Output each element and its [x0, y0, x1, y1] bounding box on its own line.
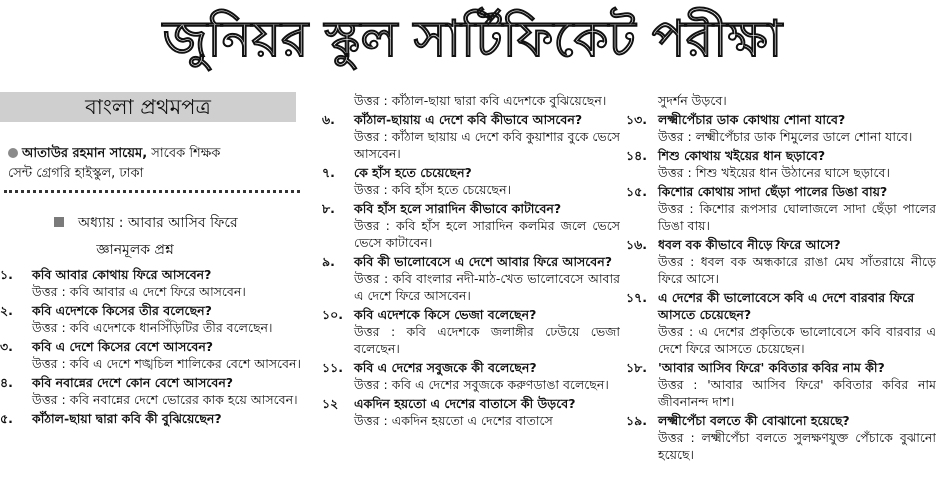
question-text: লক্ষ্মীপেঁচা বলতে কী বোঝানো হয়েছে? — [658, 413, 850, 428]
answer-text: উত্তর : কবি নবান্নের দেশে ভোরের কাক হয়ে আসবেন। — [32, 392, 298, 407]
question-number: ৪. — [0, 375, 13, 390]
question-text: এ দেশের কী ভালোবেসে কবি এ দেশে বারবার ফিরে আসতে চেয়েছেন? — [658, 290, 915, 322]
qa-item — [322, 253, 620, 304]
qa-item — [0, 410, 310, 427]
answer-text: উত্তর : কাঁঠাল-ছায়া দ্বারা কবি এদেশকে বুঝিয়েছেন। — [354, 93, 607, 108]
qa-item — [626, 289, 936, 357]
question-text: কাঁঠাল-ছায়া দ্বারা কবি কী বুঝিয়েছেন? — [32, 411, 222, 426]
question-text: কবি হাঁস হলে সারাদিন কীভাবে কাটাবেন? — [354, 201, 562, 216]
question-number: ১৪. — [626, 148, 647, 163]
question-number: ৮. — [322, 201, 335, 216]
question-text: শিশু কোথায় খইয়ের ধান ছড়াবে? — [658, 148, 826, 163]
question-text: 'আবার আসিব ফিরে' কবিতার কবির নাম কী? — [658, 360, 885, 375]
qa-item — [322, 111, 620, 162]
answer-text: উত্তর : একদিন হয়তো এ দেশের বাতাসে — [354, 413, 553, 428]
qa-item — [626, 236, 936, 287]
question-number: ৩. — [0, 339, 13, 354]
answer-text: উত্তর : লক্ষ্মীপেঁচা বলতে সুলক্ষণযুক্ত পেঁচাকে বুঝানো হয়েছে। — [658, 430, 936, 462]
question-text: কবি আবার কোথায় ফিরে আসবেন? — [32, 267, 212, 282]
chapter-heading — [0, 213, 310, 233]
square-bullet-icon — [54, 217, 64, 227]
qa-item — [0, 302, 310, 336]
chapter-title: অধ্যায় : আবার আসিব ফিরে — [78, 215, 238, 231]
qa-item — [322, 200, 620, 251]
question-number: ১৬. — [626, 237, 647, 252]
answer-text: উত্তর : লক্ষ্মীপেঁচার ডাক শিমুলের ডালে শোনা যাবে। — [658, 129, 913, 144]
question-text: ধবল বক কীভাবে নীড়ে ফিরে আসে? — [658, 237, 841, 252]
answer-text: উত্তর : শিশু খইয়ের ধান উঠানের ঘাসে ছড়াবে। — [658, 165, 890, 180]
column-3 — [626, 92, 936, 498]
question-number: ৯. — [322, 254, 335, 269]
qa-item — [626, 412, 936, 463]
qa-item — [0, 266, 310, 300]
question-text: কবি এ দেশে কিসের বেশে আসবেন? — [32, 339, 214, 354]
question-text: কবি এ দেশের সবুজকে কী বলেছেন? — [354, 360, 537, 375]
question-number: ১১. — [322, 360, 343, 375]
question-number: ৬. — [322, 112, 335, 127]
section-heading: জ্ঞানমূলক প্রশ্ন — [96, 242, 174, 258]
qa-item — [626, 147, 936, 181]
qa-item — [0, 374, 310, 408]
qa-item — [0, 338, 310, 372]
question-text: লক্ষ্মীপেঁচার ডাক কোথায় শোনা যাবে? — [658, 112, 846, 127]
question-number: ৫. — [0, 411, 13, 426]
question-number: ১৭. — [626, 290, 647, 305]
qa-item — [322, 359, 620, 393]
answer-text: উত্তর : কবি হাঁস হলে সারাদিন কলমির জলে ভেসে ভেসে কাটাবেন। — [354, 218, 620, 250]
question-number: ১. — [0, 267, 13, 282]
answer-text: সুদর্শন উড়বে। — [658, 93, 727, 108]
author-block — [0, 144, 310, 184]
column-1 — [0, 92, 310, 498]
question-text: কবি এদেশকে কিসের তীর বলেছেন? — [32, 303, 212, 318]
answer-text: উত্তর : 'আবার আসিব ফিরে' কবিতার কবির নাম জীবনানন্দ দাশ। — [658, 377, 936, 409]
qa-item — [322, 395, 620, 429]
author-name: আতাউর রহমান সায়েম, — [22, 146, 148, 161]
question-text: কাঁঠাল-ছায়ায় এ দেশে কবি কীভাবে আসবেন? — [354, 112, 583, 127]
author-role: সাবেক শিক্ষক — [147, 146, 221, 161]
subject-heading: বাংলা প্রথমপত্র — [0, 92, 296, 122]
qa-item — [626, 183, 936, 234]
qa-continuation — [322, 92, 620, 109]
question-list — [0, 266, 310, 427]
answer-text: উত্তর : কবি হাঁস হতে চেয়েছেন। — [354, 182, 512, 197]
question-number: ১৫. — [626, 184, 647, 199]
answer-text: উত্তর : কবি বাংলার নদী-মাঠ-খেত ভালোবেসে আবার এ দেশে ফিরে আসবেন। — [354, 271, 620, 303]
question-text: কবি নবান্নের দেশে কোন বেশে আসবেন? — [32, 375, 234, 390]
answer-text: উত্তর : কবি এ দেশে শঙ্খচিল শালিকের বেশে আসবেন। — [32, 356, 301, 371]
qa-item — [626, 111, 936, 145]
question-number: ৭. — [322, 165, 335, 180]
answer-text: উত্তর : কবি এদেশকে ধানসিঁড়িটির তীর বলেছেন। — [32, 320, 273, 335]
dotted-divider — [4, 190, 300, 193]
bullet-dot-icon — [8, 148, 18, 158]
qa-continuation — [626, 92, 936, 109]
author-school: সেন্ট গ্রেগরি হাইস্কুল, ঢাকা — [8, 166, 144, 181]
question-text: কে হাঁস হতে চেয়েছেন? — [354, 165, 472, 180]
question-number: ১৯. — [626, 413, 647, 428]
question-number: ১২ — [322, 396, 339, 411]
qa-item — [322, 164, 620, 198]
question-text: কবি এদেশকে কিসে ভেজা বলেছেন? — [354, 307, 537, 322]
question-text: একদিন হয়তো এ দেশের বাতাসে কী উড়বে? — [354, 396, 576, 411]
answer-text: উত্তর : ধবল বক অন্ধকারে রাঙা মেঘ সাঁতরায়ে নীড়ে ফিরে আসে। — [658, 254, 936, 286]
question-text: কিশোর কোথায় সাদা ছেঁড়া পালের ডিঙা বায়? — [658, 184, 888, 199]
question-number: ১০. — [322, 307, 343, 322]
answer-text: উত্তর : কিশোর রূপসার ঘোলাজলে সাদা ছেঁড়া পালের ডিঙা বায়। — [658, 201, 936, 233]
answer-text: উত্তর : কবি এদেশকে জলাঙ্গীর ঢেউয়ে ভেজা বলেছেন। — [354, 324, 620, 356]
question-number: ১৮. — [626, 360, 647, 375]
question-number: ১৩. — [626, 112, 647, 127]
question-number: ২. — [0, 303, 13, 318]
page-title: জুনিয়র স্কুল সার্টিফিকেট পরীক্ষা — [162, 10, 783, 68]
question-text: কবি কী ভালোবেসে এ দেশে আবার ফিরে আসবেন? — [354, 254, 612, 269]
qa-item — [322, 306, 620, 357]
answer-text: উত্তর : কবি এ দেশের সবুজকে করুণডাঙা বলেছেন। — [354, 377, 609, 392]
answer-text: উত্তর : এ দেশের প্রকৃতিকে ভালোবেসে কবি বারবার এ দেশে ফিরে আসতে চেয়েছেন। — [658, 324, 936, 356]
answer-text: উত্তর : কাঁঠাল ছায়ায় এ দেশে কবি কুয়াশার বুকে ভেসে আসবেন। — [354, 129, 620, 161]
column-2 — [322, 92, 620, 498]
qa-item — [626, 359, 936, 410]
answer-text: উত্তর : কবি আবার এ দেশে ফিরে আসবেন। — [32, 284, 246, 299]
